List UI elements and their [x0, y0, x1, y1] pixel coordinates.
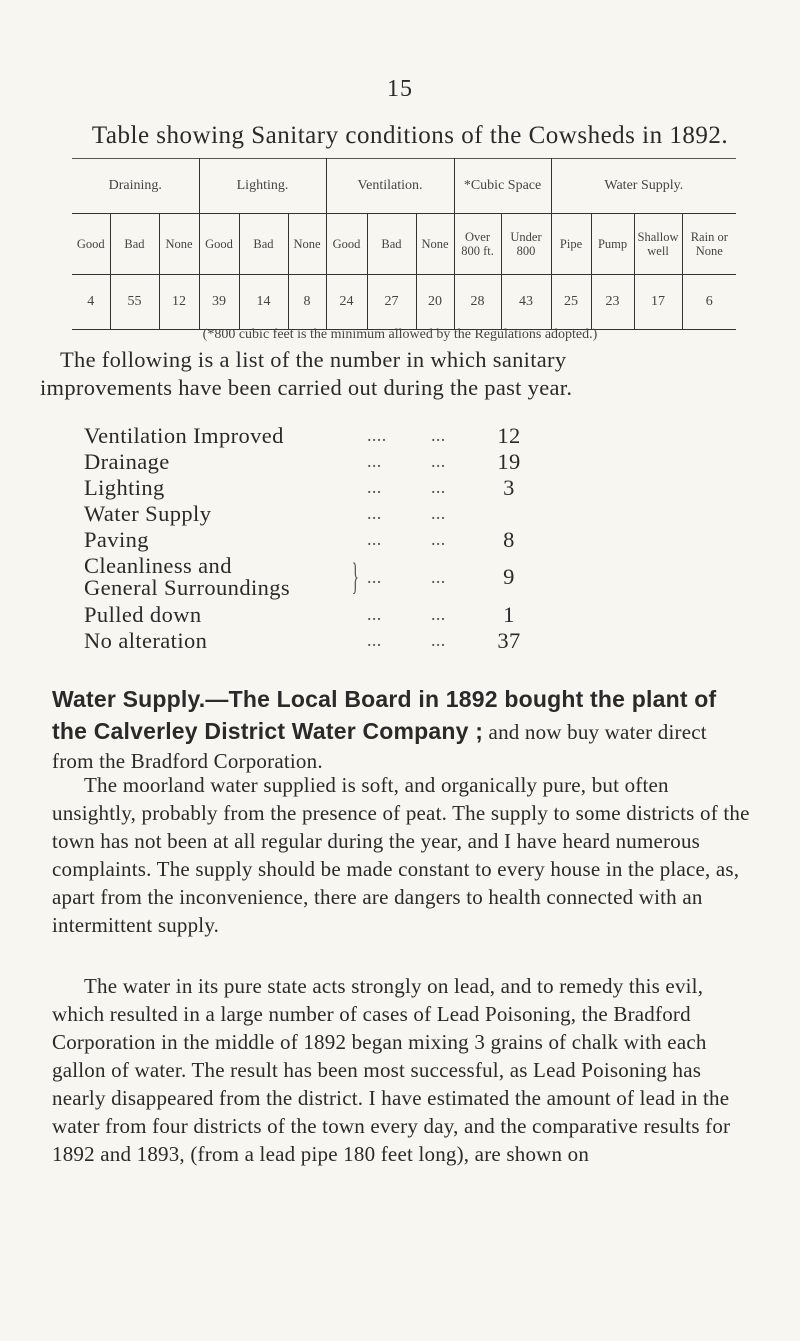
- subheader-water-pipe: Pipe: [551, 214, 591, 275]
- subheader-lighting-good: Good: [199, 214, 239, 275]
- improvement-count: 1: [503, 602, 515, 627]
- subheader-water-pump: Pump: [591, 214, 634, 275]
- leader-dots: ...: [431, 529, 446, 549]
- improvements-list: [84, 425, 644, 651]
- improvement-count: 9: [503, 564, 515, 589]
- improvement-label: Water Supply: [84, 501, 212, 526]
- improvement-label: Lighting: [84, 475, 165, 500]
- leader-dots: ...: [367, 604, 382, 624]
- improvement-count: 19: [497, 449, 521, 474]
- subheader-lighting-bad: Bad: [239, 214, 288, 275]
- improvement-count: 12: [497, 423, 521, 448]
- improvement-label: Paving: [84, 527, 149, 552]
- improvement-label: No alteration: [84, 628, 208, 653]
- group-header-water-supply: Water Supply.: [551, 159, 736, 214]
- improvement-label: Ventilation Improved: [84, 423, 284, 448]
- water-supply-paragraph: [52, 683, 752, 775]
- table-cell: 17: [634, 275, 682, 330]
- table-cell: 14: [239, 275, 288, 330]
- table-cell: 8: [288, 275, 326, 330]
- table-cell: 4: [72, 275, 110, 330]
- improvement-label: Pulled down: [84, 602, 202, 627]
- improvement-label: [84, 555, 290, 599]
- leader-dots: ...: [431, 451, 446, 471]
- improvement-label: Drainage: [84, 449, 170, 474]
- subheader-draining-bad: Bad: [110, 214, 159, 275]
- subheader-draining-good: Good: [72, 214, 110, 275]
- leader-dots: ...: [431, 425, 446, 445]
- subheader-ventilation-bad: Bad: [367, 214, 416, 275]
- subheader-water-rain-or-none: Rain or None: [682, 214, 736, 275]
- leader-dots: ...: [431, 630, 446, 650]
- leader-dots: ...: [431, 503, 446, 523]
- leader-dots: ....: [367, 425, 387, 445]
- table-footnote: (*800 cubic feet is the minimum allowed by the Regulations adopted.): [202, 327, 598, 342]
- improvement-count: 3: [503, 475, 515, 500]
- improvements-intro: [40, 346, 750, 402]
- leader-dots: ...: [367, 451, 382, 471]
- table-cell: 6: [682, 275, 736, 330]
- group-header-lighting: Lighting.: [199, 159, 326, 214]
- table-cell: 28: [454, 275, 501, 330]
- leader-dots: ...: [431, 567, 446, 587]
- subheader-draining-none: None: [159, 214, 199, 275]
- intro-line-2: improvements have been carried out during the past year.: [40, 375, 573, 400]
- table-row: [72, 275, 736, 330]
- list-item: [84, 604, 644, 625]
- table-cell: 55: [110, 275, 159, 330]
- leader-dots: ...: [367, 529, 382, 549]
- improvement-label-line-2: General Surroundings: [84, 575, 291, 600]
- subheader-lighting-none: None: [288, 214, 326, 275]
- list-item: [84, 503, 644, 524]
- lead-poisoning-paragraph: The water in its pure state acts strongly on lead, and to remedy this evil, which resulted in a large number of cases of Lead Poisoning, the Bradford Corporation in the middle of 1892 began mixing 3 grains of chalk with each gallon of water. The result has been most successful, as Lead Poisoning has nearly disappeared from the district. I have estimated the amount of lead in the water from four districts of the town every day, and the comparative results for 1892 and 1893, (from a lead pipe 180 feet long), are shown on: [52, 974, 731, 1166]
- brace-glyph: }: [351, 556, 360, 598]
- table-cell: 39: [199, 275, 239, 330]
- leader-dots: ...: [367, 630, 382, 650]
- table-cell: 12: [159, 275, 199, 330]
- table-title: Table showing Sanitary conditions of the Cowsheds in 1892.: [91, 122, 729, 149]
- list-item: [84, 555, 644, 599]
- table-cell: 27: [367, 275, 416, 330]
- subheader-cubic-over-800: Over 800 ft.: [454, 214, 501, 275]
- table-cell: 24: [326, 275, 367, 330]
- subheader-ventilation-none: None: [416, 214, 454, 275]
- list-item: [84, 529, 644, 550]
- subheader-ventilation-good: Good: [326, 214, 367, 275]
- leader-dots: ...: [431, 477, 446, 497]
- subheader-water-shallow-well: Shallow well: [634, 214, 682, 275]
- leader-dots: ...: [367, 477, 382, 497]
- cowshed-sanitary-table: [72, 158, 736, 330]
- list-item: [84, 477, 644, 498]
- group-header-draining: Draining.: [72, 159, 199, 214]
- table-cell: 20: [416, 275, 454, 330]
- improvement-count: 8: [503, 527, 515, 552]
- list-item: [84, 425, 644, 446]
- list-item: [84, 630, 644, 651]
- subheader-cubic-under-800: Under 800: [501, 214, 551, 275]
- table-cell: 25: [551, 275, 591, 330]
- table-cell: 43: [501, 275, 551, 330]
- leader-dots: ...: [431, 604, 446, 624]
- intro-line-1: The following is a list of the number in which sanitary: [60, 347, 567, 372]
- water-supply-heading: Water Supply.—The Local Board in 1892 bought the plant of the Calverley District Water Company ;: [52, 686, 717, 744]
- group-header-ventilation: Ventilation.: [326, 159, 454, 214]
- water-supply-lead-in: and now buy water direct from the Bradford Corporation.: [52, 720, 707, 773]
- group-header-cubic-space: *Cubic Space: [454, 159, 551, 214]
- list-item: [84, 451, 644, 472]
- table-cell: 23: [591, 275, 634, 330]
- leader-dots: ...: [367, 503, 382, 523]
- leader-dots: ...: [367, 567, 382, 587]
- improvement-count: 37: [497, 628, 521, 653]
- page-number: 15: [387, 76, 413, 102]
- improvement-label-line-1: Cleanliness and: [84, 553, 232, 578]
- moorland-water-paragraph: The moorland water supplied is soft, and organically pure, but often unsightly, probably from the presence of peat. The supply to some districts of the town has not been at all regular during the year, and I have heard numerous complaints. The supply should be made constant to every house in the place, as, apart from the inconvenience, there are dangers to health connected with an intermittent supply.: [52, 773, 750, 937]
